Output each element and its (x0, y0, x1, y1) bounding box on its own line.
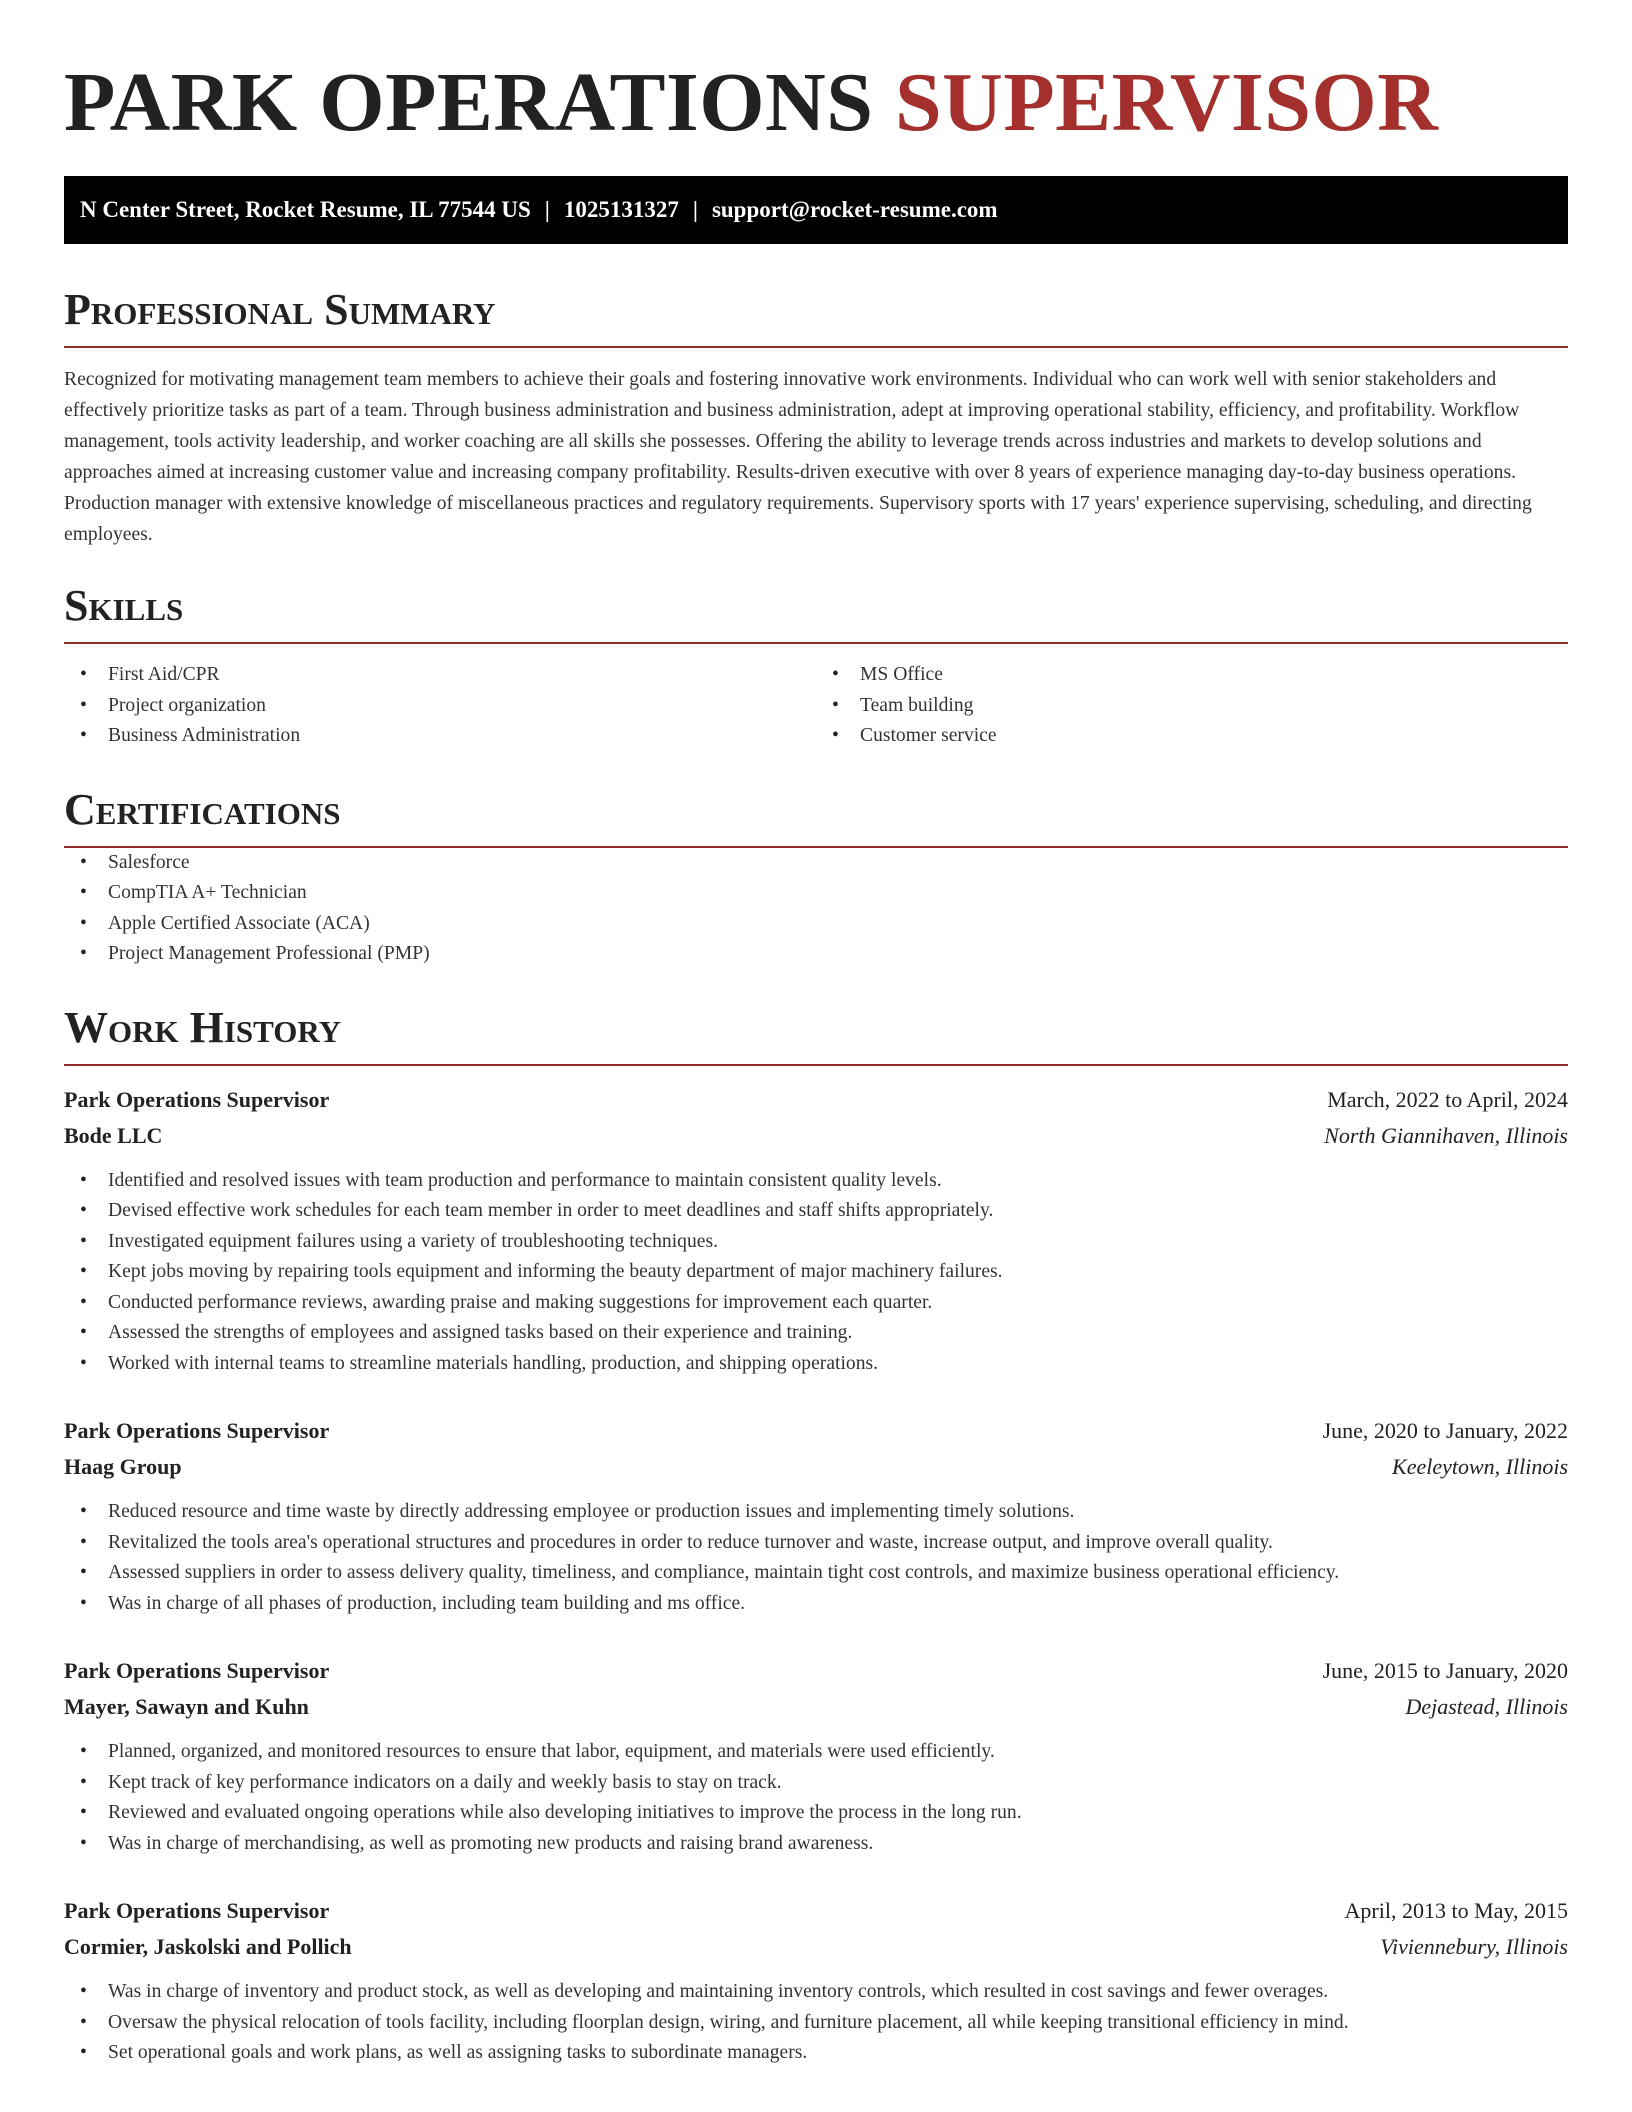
job-location: Dejastead, Illinois (1405, 1694, 1568, 1719)
job-company-row (64, 1118, 1568, 1154)
job-header-row (64, 1413, 1568, 1449)
section-divider (64, 346, 1568, 348)
job-company: Cormier, Jaskolski and Pollich (64, 1934, 352, 1959)
contact-separator: | (544, 197, 550, 222)
job-bullet: • Was in charge of all phases of production, including team building and ms office. (64, 1589, 1568, 1620)
section-title-summary: Professional Summary (64, 285, 496, 334)
job-bullets (64, 1497, 1568, 1619)
job-location: Viviennebury, Illinois (1380, 1934, 1568, 1959)
skills-column-left (64, 660, 816, 752)
section-divider (64, 642, 1568, 644)
job-bullet: • Kept jobs moving by repairing tools equipment and informing the beauty department of major machinery failures. (64, 1257, 1568, 1288)
section-divider (64, 1064, 1568, 1066)
job-bullet: • Investigated equipment failures using a variety of troubleshooting techniques. (64, 1227, 1568, 1258)
job-title: Park Operations Supervisor (64, 1658, 330, 1683)
job-company: Mayer, Sawayn and Kuhn (64, 1694, 309, 1719)
job-company: Haag Group (64, 1454, 182, 1479)
job-location: Keeleytown, Illinois (1392, 1454, 1568, 1479)
job-bullet: • Conducted performance reviews, awarding praise and making suggestions for improvement each quarter. (64, 1288, 1568, 1319)
job-entry (64, 1413, 1568, 1619)
job-dates: June, 2020 to January, 2022 (1322, 1418, 1568, 1443)
contact-email: support@rocket-resume.com (711, 197, 998, 222)
job-bullet: • Identified and resolved issues with team production and performance to maintain consistent quality levels. (64, 1166, 1568, 1197)
summary-text: Recognized for motivating management team members to achieve their goals and fostering innovative work environments. Individual who can work well with senior stakeholders and effectively prioritize tasks as part of a team. Through business administration and business administration, adept at improving operational stability, efficiency, and profitability. Workflow management, tools activity leadership, and worker coaching are all skills she possesses. Offering the ability to leverage trends across industries and markets to develop solutions and approaches aimed at increasing customer value and increasing company profitability. Results-driven executive with over 8 years of experience managing day-to-day business operations. Production manager with extensive knowledge of miscellaneous practices and regulatory requirements. Supervisory sports with 17 years' experience supervising, scheduling, and directing employees. (64, 369, 1532, 545)
job-bullets (64, 1166, 1568, 1380)
job-bullet: • Revitalized the tools area's operational structures and procedures in order to reduce turnover and waste, increase output, and improve overall quality. (64, 1528, 1568, 1559)
contact-separator: | (692, 197, 698, 222)
skills-list-left (64, 660, 816, 752)
job-company-row (64, 1449, 1568, 1485)
job-bullet: • Set operational goals and work plans, as well as assigning tasks to subordinate managers. (64, 2038, 1568, 2069)
job-header-row (64, 1082, 1568, 1118)
job-bullet: • Devised effective work schedules for each team member in order to meet deadlines and staff shifts appropriately. (64, 1196, 1568, 1227)
job-bullets (64, 1977, 1568, 2069)
section-title-skills: Skills (64, 581, 184, 630)
job-bullet: • Was in charge of inventory and product stock, as well as developing and maintaining inventory controls, which resulted in cost savings and fewer overages. (64, 1977, 1568, 2008)
job-bullets (64, 1737, 1568, 1859)
certification-item: • Project Management Professional (PMP) (64, 939, 1568, 970)
job-dates: June, 2015 to January, 2020 (1322, 1658, 1568, 1683)
job-bullet: • Planned, organized, and monitored resources to ensure that labor, equipment, and materials were used efficiently. (64, 1737, 1568, 1768)
contact-phone: 1025131327 (563, 197, 679, 222)
job-company: Bode LLC (64, 1122, 163, 1148)
skill-item: • Business Administration (64, 721, 816, 752)
certification-item: • Salesforce (64, 848, 1568, 879)
job-bullet: • Worked with internal teams to streamline materials handling, production, and shipping operations. (64, 1349, 1568, 1380)
job-header-row (64, 1653, 1568, 1689)
name-accent: SUPERVISOR (894, 56, 1439, 149)
certification-item: • CompTIA A+ Technician (64, 878, 1568, 909)
skill-item: • Project organization (64, 691, 816, 722)
job-entry (64, 1653, 1568, 1859)
skills-list-right (816, 660, 1568, 752)
job-dates: March, 2022 to April, 2024 (1327, 1086, 1568, 1112)
resume-name (64, 0, 1568, 148)
job-company-row (64, 1929, 1568, 1965)
name-main: PARK OPERATIONS (64, 56, 874, 149)
job-header-row (64, 1893, 1568, 1929)
skill-item: • Team building (816, 691, 1568, 722)
job-company-row (64, 1689, 1568, 1725)
skills-grid (64, 660, 1568, 752)
job-bullet: • Kept track of key performance indicators on a daily and weekly basis to stay on track. (64, 1768, 1568, 1799)
skill-item: • MS Office (816, 660, 1568, 691)
skills-column-right (816, 660, 1568, 752)
contact-bar (64, 176, 1568, 244)
contact-address: N Center Street, Rocket Resume, IL 77544 US (80, 197, 531, 222)
job-bullet: • Assessed suppliers in order to assess delivery quality, timeliness, and compliance, maintain tight cost controls, and maximize business operational efficiency. (64, 1558, 1568, 1589)
job-entry (64, 1082, 1568, 1380)
job-title: Park Operations Supervisor (64, 1418, 330, 1443)
skill-item: • First Aid/CPR (64, 660, 816, 691)
section-title-certifications: Certifications (64, 784, 341, 834)
job-bullet: • Oversaw the physical relocation of tools facility, including floorplan design, wiring, and furniture placement, all while keeping transitional efficiency in mind. (64, 2008, 1568, 2039)
section-title-work-history: Work History (64, 1002, 342, 1052)
job-entry (64, 1893, 1568, 2069)
job-bullet: • Assessed the strengths of employees and assigned tasks based on their experience and training. (64, 1318, 1568, 1349)
job-dates: April, 2013 to May, 2015 (1344, 1898, 1568, 1923)
job-location: North Giannihaven, Illinois (1324, 1122, 1568, 1148)
job-title: Park Operations Supervisor (64, 1898, 330, 1923)
certification-item: • Apple Certified Associate (ACA) (64, 909, 1568, 940)
job-bullet: • Reduced resource and time waste by directly addressing employee or production issues and implementing timely solutions. (64, 1497, 1568, 1528)
job-bullet: • Was in charge of merchandising, as well as promoting new products and raising brand awareness. (64, 1829, 1568, 1860)
job-bullet: • Reviewed and evaluated ongoing operations while also developing initiatives to improve the process in the long run. (64, 1798, 1568, 1829)
certifications-list (64, 848, 1568, 970)
skill-item: • Customer service (816, 721, 1568, 752)
job-title: Park Operations Supervisor (64, 1086, 330, 1112)
